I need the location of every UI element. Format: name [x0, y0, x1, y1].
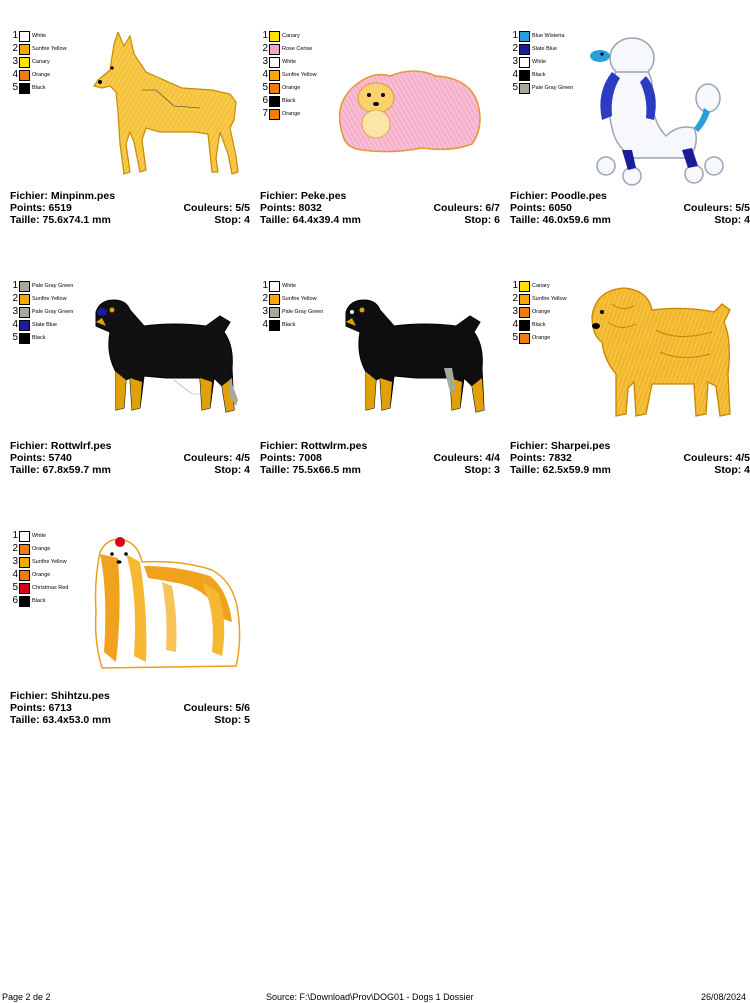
page-number: Page 2 de 2: [2, 992, 51, 1002]
color-swatch: [269, 70, 280, 81]
color-number: 5: [12, 332, 18, 343]
size-value: 64.4x39.4 mm: [292, 214, 361, 226]
color-number: 1: [512, 280, 518, 291]
colors-value: 4/4: [485, 452, 500, 464]
color-number: 1: [12, 530, 18, 541]
colors-value: 5/5: [735, 202, 750, 214]
colors-value: 6/7: [485, 202, 500, 214]
points-value: 6050: [548, 202, 572, 214]
file-line: [10, 190, 250, 202]
points-value: 6519: [48, 202, 72, 214]
color-swatch: [19, 281, 30, 292]
color-number: 3: [512, 306, 518, 317]
size-label: Taille:: [10, 714, 40, 726]
file-line: [510, 190, 750, 202]
colors-count: [433, 452, 500, 464]
colors-label: Couleurs:: [683, 452, 733, 464]
color-name: Christmas Red: [32, 585, 69, 591]
points-label: Points:: [10, 702, 46, 714]
file-line: [10, 440, 250, 452]
colors-count: [183, 702, 250, 714]
colors-count: [183, 452, 250, 464]
color-name: Black: [282, 98, 296, 104]
design-card-rottwlrm: [260, 266, 500, 502]
poodle-embroidery-image: [582, 32, 750, 192]
color-swatch: [269, 57, 280, 68]
color-number: 4: [12, 319, 18, 330]
color-number: 2: [12, 543, 18, 554]
color-number: 1: [262, 30, 268, 41]
file-label: Fichier:: [510, 190, 548, 202]
colors-label: Couleurs:: [183, 452, 233, 464]
color-swatch: [19, 583, 30, 594]
stop-label: Stop:: [714, 214, 742, 226]
color-swatch: [19, 307, 30, 318]
color-number: 2: [262, 293, 268, 304]
file-name: Shihtzu.pes: [50, 690, 110, 702]
size-value: 67.8x59.7 mm: [42, 464, 111, 476]
color-number: 5: [12, 582, 18, 593]
size-line: [10, 464, 250, 476]
design-card-shihtzu: [10, 516, 250, 752]
size-line: [510, 214, 750, 226]
design-card-rottwlrf: [10, 266, 250, 502]
color-name: White: [282, 59, 297, 65]
color-number: 2: [12, 293, 18, 304]
stop-label: Stop:: [464, 464, 492, 476]
color-name: Pale Gray Green: [532, 85, 574, 91]
color-name: White: [32, 533, 47, 539]
color-number: 3: [12, 56, 18, 67]
color-name: Slate Blue: [32, 322, 58, 328]
minpin-embroidery-image: [82, 32, 250, 192]
colors-count: [683, 202, 750, 214]
color-swatch: [519, 31, 530, 42]
colors-count: [683, 452, 750, 464]
color-swatch: [269, 281, 280, 292]
color-name: Orange: [532, 335, 551, 341]
color-number: 3: [262, 306, 268, 317]
color-swatch: [519, 320, 530, 331]
size-line: [510, 464, 750, 476]
color-swatch: [269, 96, 280, 107]
sharpei-embroidery-image: [582, 282, 750, 442]
design-card-sharpei: [510, 266, 750, 502]
color-swatch: [19, 531, 30, 542]
color-number: 5: [512, 332, 518, 343]
colors-label: Couleurs:: [683, 202, 733, 214]
color-name: Black: [282, 322, 296, 328]
points-label: Points:: [10, 202, 46, 214]
color-number: 6: [262, 95, 268, 106]
color-name: Orange: [32, 572, 51, 578]
color-name: Orange: [32, 72, 51, 78]
points-label: Points:: [260, 452, 296, 464]
color-number: 4: [262, 69, 268, 80]
stop-value: 5: [244, 714, 250, 726]
color-number: 3: [12, 306, 18, 317]
color-swatch: [519, 333, 530, 344]
file-label: Fichier:: [10, 190, 48, 202]
size-label: Taille:: [10, 464, 40, 476]
points-line: [10, 452, 250, 464]
color-name: Canary: [282, 33, 300, 39]
color-number: 6: [12, 595, 18, 606]
stop-value: 4: [244, 464, 250, 476]
color-name: Sunfire Yellow: [32, 559, 67, 565]
points-value: 8032: [298, 202, 322, 214]
color-number: 4: [12, 569, 18, 580]
color-number: 2: [262, 43, 268, 54]
color-name: Sunfire Yellow: [32, 46, 67, 52]
points-value: 5740: [48, 452, 72, 464]
stops-count: [464, 464, 500, 476]
color-name: White: [532, 59, 547, 65]
design-info: [260, 440, 500, 476]
points-label: Points:: [510, 202, 546, 214]
color-number: 4: [512, 69, 518, 80]
stop-value: 4: [244, 214, 250, 226]
color-swatch: [269, 44, 280, 55]
color-name: Slate Blue: [532, 46, 558, 52]
color-swatch: [19, 70, 30, 81]
shihtzu-embroidery-image: [82, 532, 250, 692]
stops-count: [714, 214, 750, 226]
design-info: [10, 690, 250, 726]
color-swatch: [519, 57, 530, 68]
color-swatch: [519, 307, 530, 318]
file-line: [510, 440, 750, 452]
colors-label: Couleurs:: [183, 202, 233, 214]
color-swatch: [269, 294, 280, 305]
color-name: White: [32, 33, 47, 39]
color-name: Sunfire Yellow: [282, 296, 317, 302]
color-name: Orange: [32, 546, 51, 552]
size-label: Taille:: [260, 464, 290, 476]
peke-embroidery-image: [332, 32, 500, 192]
colors-label: Couleurs:: [433, 202, 483, 214]
color-swatch: [519, 281, 530, 292]
color-swatch: [19, 596, 30, 607]
color-swatch: [519, 70, 530, 81]
design-info: [260, 190, 500, 226]
color-swatch: [19, 570, 30, 581]
design-card-minpin: [10, 16, 250, 252]
color-number: 1: [262, 280, 268, 291]
size-value: 46.0x59.6 mm: [542, 214, 611, 226]
points-value: 7832: [548, 452, 572, 464]
file-line: [260, 190, 500, 202]
color-swatch: [519, 44, 530, 55]
rottweiler-embroidery-image: [332, 282, 500, 442]
color-name: Pale Gray Green: [32, 309, 74, 315]
points-line: [260, 202, 500, 214]
design-card-poodle: [510, 16, 750, 252]
points-label: Points:: [260, 202, 296, 214]
points-line: [510, 452, 750, 464]
stop-label: Stop:: [214, 464, 242, 476]
color-name: Sunfire Yellow: [32, 296, 67, 302]
color-swatch: [19, 294, 30, 305]
print-date: 26/08/2024: [700, 992, 746, 1002]
color-name: Sunfire Yellow: [282, 72, 317, 78]
color-number: 1: [12, 30, 18, 41]
colors-label: Couleurs:: [183, 702, 233, 714]
size-line: [260, 464, 500, 476]
file-name: Minpinm.pes: [50, 190, 116, 202]
size-label: Taille:: [510, 464, 540, 476]
color-name: Black: [32, 598, 46, 604]
file-label: Fichier:: [260, 440, 298, 452]
file-line: [260, 440, 500, 452]
color-name: Black: [532, 72, 546, 78]
points-value: 6713: [48, 702, 72, 714]
stop-label: Stop:: [214, 714, 242, 726]
color-name: Black: [32, 85, 46, 91]
color-number: 1: [512, 30, 518, 41]
file-label: Fichier:: [10, 690, 48, 702]
color-number: 2: [512, 293, 518, 304]
color-swatch: [269, 320, 280, 331]
color-swatch: [519, 294, 530, 305]
colors-label: Couleurs:: [433, 452, 483, 464]
color-number: 4: [512, 319, 518, 330]
color-swatch: [519, 83, 530, 94]
points-label: Points:: [10, 452, 46, 464]
color-number: 3: [12, 556, 18, 567]
size-value: 63.4x53.0 mm: [42, 714, 111, 726]
size-line: [260, 214, 500, 226]
size-label: Taille:: [260, 214, 290, 226]
size-value: 75.6x74.1 mm: [42, 214, 111, 226]
color-number: 2: [512, 43, 518, 54]
colors-count: [433, 202, 500, 214]
color-swatch: [269, 307, 280, 318]
rottweiler-embroidery-image: [82, 282, 250, 442]
color-swatch: [19, 44, 30, 55]
color-swatch: [19, 57, 30, 68]
colors-value: 4/5: [235, 452, 250, 464]
stops-count: [214, 464, 250, 476]
stops-count: [214, 714, 250, 726]
stops-count: [714, 464, 750, 476]
colors-value: 5/6: [235, 702, 250, 714]
stop-label: Stop:: [214, 214, 242, 226]
color-swatch: [19, 83, 30, 94]
size-value: 75.5x66.5 mm: [292, 464, 361, 476]
color-number: 5: [12, 82, 18, 93]
stop-value: 6: [494, 214, 500, 226]
stops-count: [214, 214, 250, 226]
file-label: Fichier:: [260, 190, 298, 202]
size-line: [10, 714, 250, 726]
points-line: [10, 202, 250, 214]
color-number: 7: [262, 108, 268, 119]
color-swatch: [19, 333, 30, 344]
stop-label: Stop:: [464, 214, 492, 226]
color-number: 3: [262, 56, 268, 67]
color-name: Sunfire Yellow: [532, 296, 567, 302]
color-name: Canary: [532, 283, 550, 289]
color-name: Rose Cerise: [282, 46, 313, 52]
file-name: Rottwlrm.pes: [300, 440, 368, 452]
size-value: 62.5x59.9 mm: [542, 464, 611, 476]
page-footer: [0, 991, 750, 1003]
color-name: Canary: [32, 59, 50, 65]
size-label: Taille:: [510, 214, 540, 226]
file-name: Sharpei.pes: [550, 440, 611, 452]
color-swatch: [19, 557, 30, 568]
design-info: [510, 440, 750, 476]
color-number: 4: [12, 69, 18, 80]
color-swatch: [269, 109, 280, 120]
colors-count: [183, 202, 250, 214]
file-label: Fichier:: [510, 440, 548, 452]
colors-value: 4/5: [735, 452, 750, 464]
points-line: [510, 202, 750, 214]
color-number: 5: [512, 82, 518, 93]
size-label: Taille:: [10, 214, 40, 226]
design-info: [510, 190, 750, 226]
color-name: Orange: [532, 309, 551, 315]
color-number: 5: [262, 82, 268, 93]
points-line: [10, 702, 250, 714]
color-swatch: [19, 31, 30, 42]
design-info: [10, 190, 250, 226]
file-line: [10, 690, 250, 702]
size-line: [10, 214, 250, 226]
stop-value: 4: [744, 214, 750, 226]
color-swatch: [19, 544, 30, 555]
color-number: 1: [12, 280, 18, 291]
color-name: Pale Gray Green: [32, 283, 74, 289]
file-name: Rottwlrf.pes: [50, 440, 112, 452]
color-name: Pale Gray Green: [282, 309, 324, 315]
file-name: Peke.pes: [300, 190, 347, 202]
color-name: Black: [32, 335, 46, 341]
color-name: Orange: [282, 111, 301, 117]
color-name: White: [282, 283, 297, 289]
color-swatch: [19, 320, 30, 331]
color-number: 3: [512, 56, 518, 67]
file-label: Fichier:: [10, 440, 48, 452]
color-number: 4: [262, 319, 268, 330]
points-label: Points:: [510, 452, 546, 464]
stop-value: 3: [494, 464, 500, 476]
design-card-peke: [260, 16, 500, 252]
stop-label: Stop:: [714, 464, 742, 476]
file-name: Poodle.pes: [550, 190, 607, 202]
color-swatch: [269, 31, 280, 42]
source-path: Source: F:\Download\Prov\DOG01 - Dogs 1 Dossier: [266, 992, 474, 1002]
color-number: 2: [12, 43, 18, 54]
color-name: Orange: [282, 85, 301, 91]
stop-value: 4: [744, 464, 750, 476]
color-swatch: [269, 83, 280, 94]
design-info: [10, 440, 250, 476]
stops-count: [464, 214, 500, 226]
points-value: 7008: [298, 452, 322, 464]
color-name: Black: [532, 322, 546, 328]
colors-value: 5/5: [235, 202, 250, 214]
color-name: Blue Wisteria: [532, 33, 565, 39]
points-line: [260, 452, 500, 464]
